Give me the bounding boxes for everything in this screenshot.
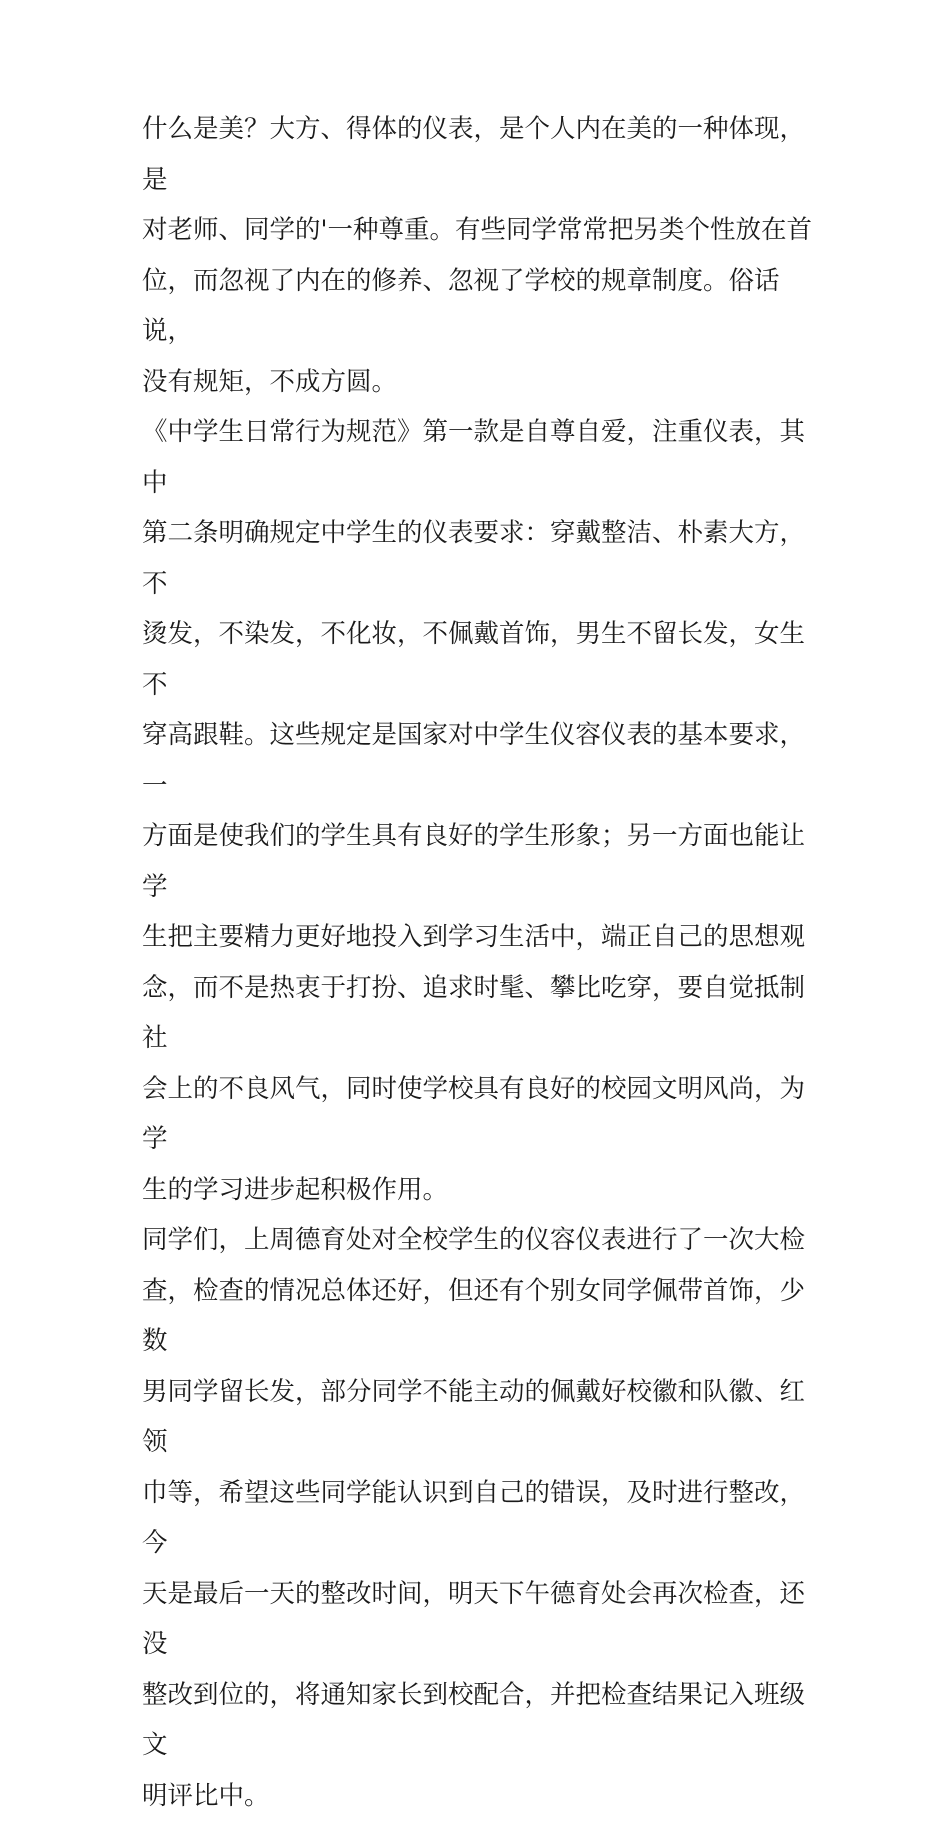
paragraph-code-of-conduct: 《中学生日常行为规范》第一款是自尊自爱，注重仪表，其中 第二条明确规定中学生的仪表要求：穿戴整洁、朴素大方，不 烫发，不染发，不化妆，不佩戴首饰，男生不留长发，女生不 穿高跟鞋。这些规定是国家对中学生仪容仪表的基本要求，一 方面是使我们的学生具有良好的学生形象；另一方面也能让学 生把主要精力更好地投入到学习生活中，端正自己的思想观 念，而不是热衷于打扮、追求时髦、攀比吃穿，要自觉抵制社 会上的不良风气，同时使学校具有良好的校园文明风尚，为学 生的学习进步起积极作用。 xyxy=(142,417,806,1205)
paragraph-inspection-notice: 同学们，上周德育处对全校学生的仪容仪表进行了一次大检 查，检查的情况总体还好，但还有个别女同学佩带首饰，少数 男同学留长发，部分同学不能主动的佩戴好校徽和队徽、红领 巾等，希望这些同学能认识到自己的错误，及时进行整改，今 天是最后一天的整改时间，明天下午德育处会再次检查，还没 整改到位的，将通知家长到校配合，并把检查结果记入班级文 明评比中。 xyxy=(142,1225,806,1811)
document-body xyxy=(142,104,814,1821)
paragraph-what-is-beauty: 什么是美？大方、得体的仪表，是个人内在美的一种体现，是 对老师、同学的'一种尊重。有些同学常常把另类个性放在首 位，而忽视了内在的修养、忽视了学校的规章制度。俗话说， 没有规矩，不成方圆。 xyxy=(142,114,813,397)
